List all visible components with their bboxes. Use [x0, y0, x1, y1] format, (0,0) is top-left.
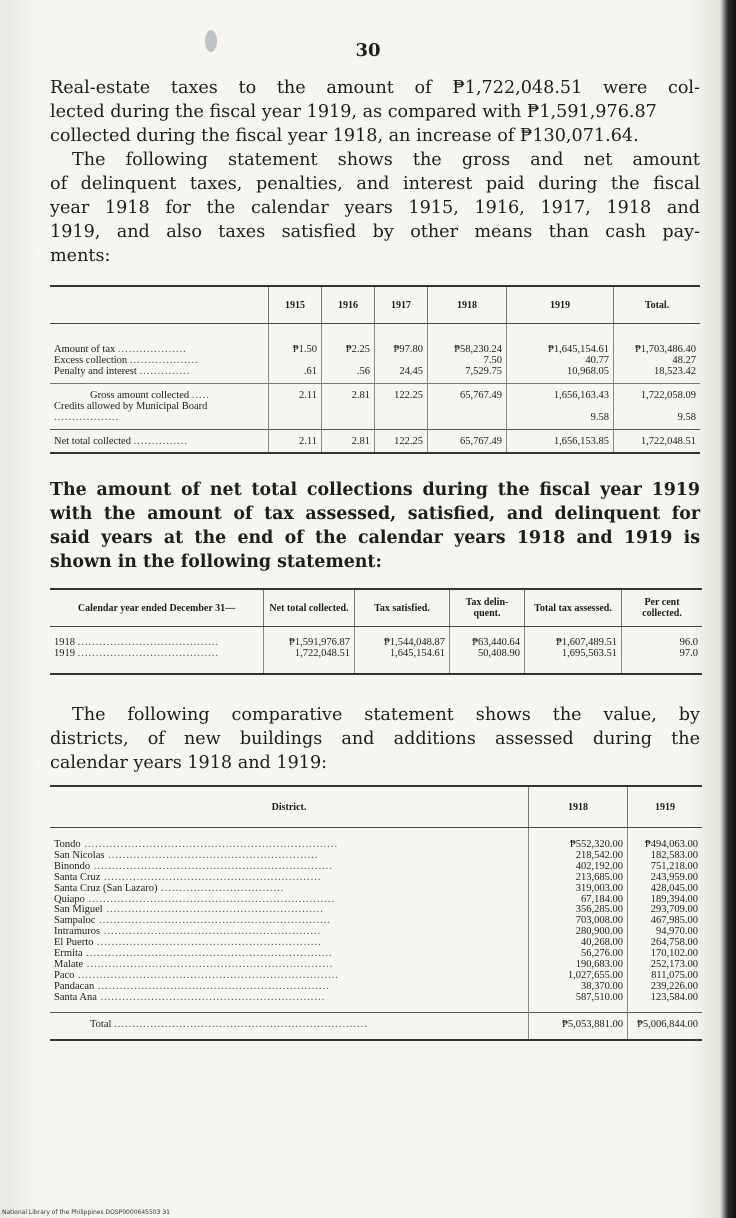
column-header: Per cent collected. [622, 589, 703, 627]
district-cell: Ermita .................................................................... [54, 948, 333, 960]
table-cell: 65,767.49 [428, 384, 507, 402]
table-cell: 218,542.00 [529, 851, 628, 862]
text-line: said years at the end of the calendar years 1918 and 1919 is [50, 528, 700, 548]
table-cell: 1,695,563.51 [561, 648, 617, 659]
column-header: 1915 [269, 286, 322, 324]
text-line: calendar years 1918 and 1919: [50, 753, 328, 773]
row-label: Amount of tax [54, 344, 116, 355]
table-cell: 703,008.00 [529, 916, 628, 927]
table-cell: 96.0 [679, 637, 698, 648]
table-cell: ₱552,320.00 [529, 828, 628, 851]
table-cell: ₱1,591,976.87 [289, 637, 350, 648]
district-cell: Santa Ana .............................................................. [54, 991, 326, 1003]
table-cell: ₱1.50 [269, 324, 322, 356]
row-label: Santa Ana [54, 991, 97, 1003]
district-cell: Binondo .................................................................. [54, 860, 334, 872]
column-header [50, 286, 269, 324]
row-label: El Puerto [54, 937, 94, 949]
district-cell: El Puerto .............................................................. [54, 937, 322, 949]
column-header: 1918 [529, 786, 628, 828]
paragraph-buildings [50, 703, 700, 775]
table-row: Credits allowed by Municipal Board .................. 9.58 9.58 [50, 401, 700, 430]
text-line: lected during the fiscal year 1919, as compared with ₱1,591,976.87 [50, 102, 657, 122]
table-cell: 9.58 [614, 401, 701, 430]
footer-credit: National Library of the Philippines DOSP0000645503 31 [2, 1209, 170, 1216]
table-cell: 319,003.00 [529, 884, 628, 895]
row-label: Excess collection [54, 355, 128, 366]
table-cell: 7,529.75 [428, 366, 507, 384]
table-cell: 428,045.00 [628, 884, 703, 895]
table-cell: 356,285.00 [529, 905, 628, 916]
column-header: 1916 [322, 286, 375, 324]
table-cell: 189,394.00 [628, 895, 703, 906]
column-header: Total tax assessed. [525, 589, 622, 627]
row-label: San Nicolas [54, 849, 105, 861]
table-cell [322, 401, 375, 430]
row-label: Gross amount collected [90, 390, 190, 401]
district-cell: Santa Cruz ............................................................ [54, 871, 322, 883]
table-cell: 97.0 [679, 648, 698, 659]
table-cell: 2.81 [322, 430, 375, 454]
paragraph-intro [50, 76, 700, 268]
table-cell: 213,685.00 [529, 873, 628, 884]
text-line: The following statement shows the gross and net amount [72, 150, 700, 170]
table-cell: .56 [322, 366, 375, 384]
table-cell: ₱1,607,489.51 [556, 637, 617, 648]
table-cell: 190,683.00 [529, 960, 628, 971]
district-cell: Quiapo .................................................................... [54, 893, 336, 905]
district-cell: San Nicolas .......................................................... [54, 849, 319, 861]
column-header: Tax delin-quent. [450, 589, 525, 627]
row-label: Intramuros [54, 926, 101, 938]
table-cell: ₱5,053,881.00 [529, 1012, 628, 1040]
column-header: 1919 [507, 286, 614, 324]
table-cell: 38,370.00 [529, 982, 628, 993]
row-label: Quiapo [54, 893, 85, 905]
row-label: San Miguel [54, 904, 103, 916]
table-cell: ₱2.25 [322, 324, 375, 356]
row-label: Santa Cruz (San Lazaro) [54, 882, 158, 894]
table-cell: 252,173.00 [628, 960, 703, 971]
table-cell: 293,709.00 [628, 905, 703, 916]
district-cell: Intramuros ............................................................ [54, 926, 322, 938]
text-line: of delinquent taxes, penalties, and interest paid during the fiscal [50, 174, 700, 194]
row-label: Binondo [54, 860, 91, 872]
table-row: Penalty and interest .............. .61 .56 24.45 7,529.75 10,968.05 18,523.42 [50, 366, 700, 384]
table-cell: 182,583.00 [628, 851, 703, 862]
row-label: Malate [54, 958, 84, 970]
table-cell: ₱1,645,154.61 [507, 324, 614, 356]
text-line: collected during the fiscal year 1918, an increase of ₱130,071.64. [50, 126, 639, 146]
table-cell: ₱63,440.64 [472, 637, 520, 648]
table-cell [428, 401, 507, 430]
table-cell: 587,510.00 [529, 993, 628, 1012]
table-cell: 56,276.00 [529, 949, 628, 960]
table-cell [269, 355, 322, 366]
district-cell: Santa Cruz (San Lazaro) .................................. [54, 882, 285, 894]
collections-table [50, 588, 702, 675]
text-line: with the amount of tax assessed, satisfied, and delinquent for [50, 504, 700, 524]
table-row: 1918 ....................................... 1919 ....................................... ₱1,591,976.87 1,722,048.51 ₱1,544,048.87 1,645,154.61 ₱63,440.64 50,408.90 ₱1,607,489.51 1,695,563.51 96.0 97.0 [50, 627, 702, 675]
table-cell: 122.25 [375, 430, 428, 454]
table-body [50, 828, 702, 1013]
district-cell: Sampaloc ................................................................ [54, 915, 332, 927]
text-line: shown in the following statement: [50, 552, 382, 572]
table-row [50, 828, 702, 851]
table-cell: 2.11 [269, 430, 322, 454]
table-cell: 40,268.00 [529, 938, 628, 949]
table-cell [375, 355, 428, 366]
paragraph-net-collections [50, 478, 700, 574]
table-cell: ₱5,006,844.00 [628, 1012, 703, 1040]
column-header: 1919 [628, 786, 703, 828]
table-cell: 170,102.00 [628, 949, 703, 960]
district-cell: San Miguel ............................................................ [54, 904, 324, 916]
table-row: Excess collection ................... 7.50 40.77 48.27 [50, 355, 700, 366]
column-header: 1917 [375, 286, 428, 324]
table-cell: 1,722,058.09 [614, 384, 701, 402]
row-label: Pandacan [54, 980, 95, 992]
table-cell: 1919 [54, 648, 75, 659]
table-cell: 467,985.00 [628, 916, 703, 927]
column-header: 1918 [428, 286, 507, 324]
text-line: ments: [50, 246, 111, 266]
table-cell: 2.11 [269, 384, 322, 402]
table-cell: ₱1,703,486.40 [614, 324, 701, 356]
row-label: Tondo [54, 839, 81, 850]
text-line: districts, of new buildings and additions assessed during the [50, 729, 700, 749]
table-cell: 243,959.00 [628, 873, 703, 884]
row-label: Credits allowed by Municipal Board [54, 401, 208, 412]
table-cell: 1,027,655.00 [529, 971, 628, 982]
table-cell: 1,722,048.51 [614, 430, 701, 454]
table-cell: 1,645,154.61 [389, 648, 445, 659]
district-cell: Tondo ...................................................................... [54, 839, 339, 850]
table-cell [375, 401, 428, 430]
table-row: Gross amount collected ..... 2.11 2.81 122.25 65,767.49 1,656,163.43 1,722,058.09 [50, 384, 700, 402]
table-cell: 751,218.00 [628, 862, 703, 873]
table-cell: 50,408.90 [478, 648, 520, 659]
table-cell: 7.50 [428, 355, 507, 366]
district-cell: Malate .................................................................... [54, 958, 334, 970]
table-cell: 2.81 [322, 384, 375, 402]
text-line: The amount of net total collections during the fiscal year 1919 [50, 480, 700, 500]
column-header: Calendar year ended December 31— [50, 589, 264, 627]
table-cell: 67,184.00 [529, 895, 628, 906]
table-cell: 18,523.42 [614, 366, 701, 384]
table-cell: 1,722,048.51 [294, 648, 350, 659]
table-cell: 811,075.00 [628, 971, 703, 982]
row-label: Paco [54, 969, 75, 981]
table-cell: 122.25 [375, 384, 428, 402]
text-line: The following comparative statement shows the value, by [72, 705, 700, 725]
table-cell: ₱58,230.24 [428, 324, 507, 356]
table-cell: 9.58 [507, 401, 614, 430]
table-cell: 264,758.00 [628, 938, 703, 949]
table-cell: 1,656,153.85 [507, 430, 614, 454]
table-cell: 48.27 [614, 355, 701, 366]
row-label: Net total collected [54, 435, 131, 447]
table-cell: 402,192.00 [529, 862, 628, 873]
table-cell: ₱494,063.00 [628, 828, 703, 851]
table-cell: ₱1,544,048.87 [384, 637, 445, 648]
row-label: Ermita [54, 948, 83, 960]
district-cell: Pandacan ................................................................ [54, 980, 330, 992]
table-cell: 1918 [54, 637, 75, 648]
column-header: Net total collected. [264, 589, 355, 627]
row-label: Sampaloc [54, 915, 96, 927]
table-cell: 24.45 [375, 366, 428, 384]
district-cell: Paco ........................................................................ [54, 969, 340, 981]
row-label: Santa Cruz [54, 871, 101, 883]
table-cell: 10,968.05 [507, 366, 614, 384]
buildings-by-district-table [50, 785, 702, 1041]
column-header: District. [50, 786, 529, 828]
text-line: Real-estate taxes to the amount of ₱1,722,048.51 were col- [50, 78, 700, 98]
table-cell: 123,584.00 [628, 993, 703, 1012]
column-header: Tax satisfied. [355, 589, 450, 627]
table-row [50, 993, 702, 1012]
table-cell [269, 401, 322, 430]
row-label: Total [90, 1019, 112, 1031]
table-cell: 40.77 [507, 355, 614, 366]
row-label: Penalty and interest [54, 366, 137, 377]
table-cell [322, 355, 375, 366]
table-cell: 65,767.49 [428, 430, 507, 454]
table-cell: ₱97.80 [375, 324, 428, 356]
table-row-total: Net total collected ............... 2.11 2.81 122.25 65,767.49 1,656,153.85 1,722,048.51 [50, 430, 700, 454]
table-cell: 94,970.00 [628, 927, 703, 938]
column-header: Total. [614, 286, 701, 324]
page-number: 30 [355, 40, 381, 61]
text-line: year 1918 for the calendar years 1915, 1916, 1917, 1918 and [50, 198, 700, 218]
delinquent-taxes-table [50, 285, 700, 454]
table-cell: 1,656,163.43 [507, 384, 614, 402]
text-line: 1919, and also taxes satisfied by other means than cash pay- [50, 222, 700, 242]
table-cell: 239,226.00 [628, 982, 703, 993]
table-row-total: Total ...................................................................... ₱5,053,881.00 ₱5,006,844.00 [50, 1012, 702, 1040]
table-cell: 280,900.00 [529, 927, 628, 938]
table-row: Amount of tax ................... ₱1.50 ₱2.25 ₱97.80 ₱58,230.24 ₱1,645,154.61 ₱1,703,486.40 [50, 324, 700, 356]
table-cell: .61 [269, 366, 322, 384]
